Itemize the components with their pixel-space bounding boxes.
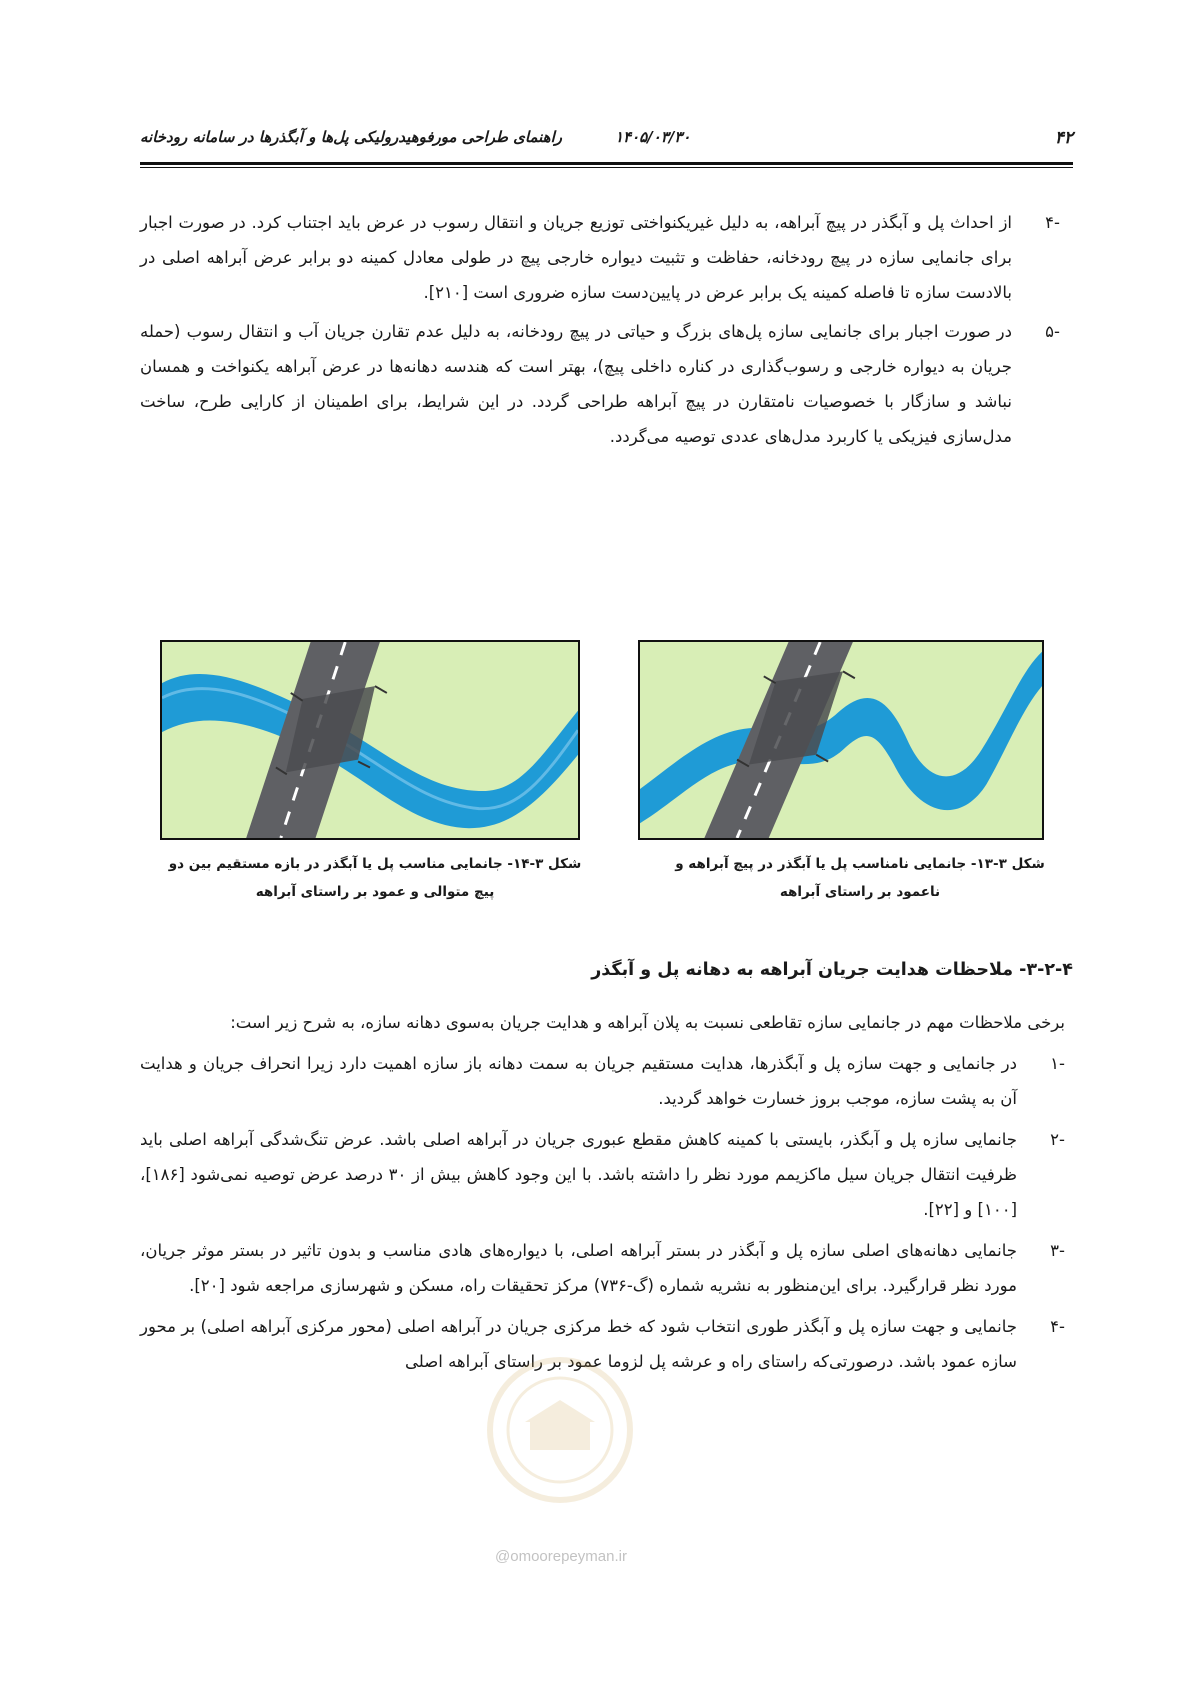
watermark-text: @omoorepeyman.ir (495, 1548, 627, 1565)
header-rule-thin (140, 167, 1073, 168)
document-date: ۱۴۰۵/۰۳/۳۰ (615, 128, 691, 146)
item-text: در صورت اجبار برای جانمایی سازه پل‌های بزرگ و حیاتی در پیچ رودخانه، به دلیل عدم تقارن جریان آب و انتقال رسوب (حمله جریان به دیواره خارجی و رسوب‌گذاری در کناره داخلی پیچ)، بهتر است که هندسه دهانه‌ها در عرض آبراهه یکنواخت و همسان نباشد و سازگار با خصوصیات نامتقارن در پیچ آبراهه طراحی گردد. در این شرایط، برای اطمینان از کارایی طرح، ساخت مدل‌سازی فیزیکی یا کاربرد مدل‌های عددی توصیه می‌گردد. (140, 322, 1012, 446)
caption-line: شکل ۳-۱۳- جانمایی نامناسب پل یا آبگذر در پیچ آبراهه و (675, 856, 1045, 872)
item-number: -۱ (1050, 1054, 1065, 1073)
caption-line: شکل ۳-۱۴- جانمایی مناسب پل یا آبگذر در بازه مستقیم بین دو (168, 856, 582, 872)
figure-caption-13 (640, 850, 1080, 906)
section-heading: ۳-۲-۴- ملاحظات هدایت جریان آبراهه به دهانه پل و آبگذر (591, 960, 1073, 980)
watermark-seal-logo (470, 1350, 650, 1510)
item-text: جانمایی و جهت سازه پل و آبگذر طوری انتخاب شود که خط مرکزی جریان در آبراهه اصلی (محور مرکزی آبراهه اصلی) بر محور سازه عمود باشد. درصورتی‌که راستای راه و عرشه پل لزوما عمود بر راستای آبراهه اصلی (140, 1317, 1017, 1371)
bridge-bend-illustration (640, 642, 1042, 838)
list-item (140, 1122, 1065, 1227)
section-intro: برخی ملاحظات مهم در جانمایی سازه تقاطعی نسبت به پلان آبراهه و هدایت جریان به‌سوی دهانه سازه، به شرح زیر است: (230, 1013, 1065, 1032)
figures-row (160, 640, 1065, 840)
bridge-straight-illustration (162, 642, 578, 838)
header-rule (140, 162, 1073, 165)
top-list (140, 205, 1060, 454)
item-number: -۳ (1050, 1241, 1065, 1260)
figure-bend (638, 640, 1044, 840)
list-item (140, 1046, 1065, 1116)
item-number: -۴ (1050, 1317, 1065, 1336)
document-title: راهنمای طراحی مورفوهیدرولیکی پل‌ها و آبگذرها در سامانه رودخانه (140, 128, 562, 146)
list-item (140, 314, 1060, 454)
item-number: -۴ (1045, 213, 1060, 232)
list-item (140, 205, 1060, 310)
item-text: از احداث پل و آبگذر در پیچ آبراهه، به دلیل غیریکنواختی توزیع جریان و انتقال رسوب در عرض باید اجتناب کرد. در صورت اجبار برای جانمایی سازه در پیچ رودخانه، حفاظت و تثبیت دیواره خارجی پیچ در طولی معادل کمینه دو برابر عرض آبراهه اصلی در بالادست سازه تا فاصله کمینه یک برابر عرض در پایین‌دست سازه ضروری است [۲۱۰]. (140, 213, 1012, 302)
figure-straight-reach (160, 640, 580, 840)
page-header (140, 128, 1073, 156)
figure-caption-14 (155, 850, 595, 906)
item-text: جانمایی دهانه‌های اصلی سازه پل و آبگذر در بستر آبراهه اصلی، با دیواره‌های هادی مناسب و بدون تاثیر در بستر موثر جریان، مورد نظر قرارگیرد. برای این‌منظور به نشریه شماره (گ-۷۳۶) مرکز تحقیقات راه، مسکن و شهرسازی مراجعه شود [۲۰]. (140, 1241, 1017, 1295)
caption-line: پیچ متوالی و عمود بر راستای آبراهه (255, 884, 495, 900)
bottom-section (140, 1005, 1065, 1379)
caption-line: ناعمود بر راستای آبراهه (779, 884, 941, 900)
list-item (140, 1233, 1065, 1303)
page-number: ۴۲ (1054, 128, 1073, 148)
item-number: -۲ (1050, 1130, 1065, 1149)
item-number: -۵ (1045, 322, 1060, 341)
item-text: در جانمایی و جهت سازه پل و آبگذرها، هدایت مستقیم جریان به سمت دهانه باز سازه اهمیت دارد زیرا انحراف جریان و هدایت آن به پشت سازه، موجب بروز خسارت خواهد گردید. (140, 1054, 1017, 1108)
item-text: جانمایی سازه پل و آبگذر، بایستی با کمینه کاهش مقطع عبوری جریان در آبراهه اصلی باشد. عرض تنگ‌شدگی آبراهه اصلی باید ظرفیت انتقال جریان سیل ماکزیمم مورد نظر را داشته باشد. با این وجود کاهش بیش از ۳۰ درصد عرض توصیه نمی‌شود [۱۸۶]، [۱۰۰] و [۲۲]. (140, 1130, 1017, 1219)
